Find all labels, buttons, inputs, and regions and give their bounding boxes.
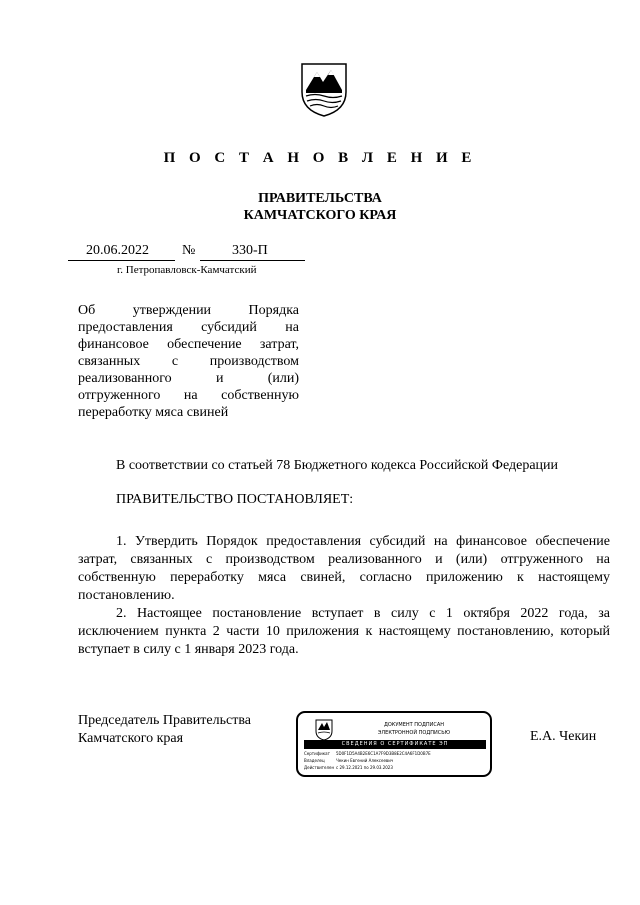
- decree-item-1: 1. Утвердить Порядок предоставления субсидий на финансовое обеспечение затрат, связанных с производством реализованного и (или) отгруженного на собственную переработку мяса свиней, согласно приложению к настоящему постановлению.: [78, 534, 610, 603]
- stamp-row-value: с 29.12.2021 по 29.03.2023: [336, 765, 393, 770]
- decree-item-2: 2. Настоящее постановление вступает в силу с 1 октября 2022 года, за исключением пункта 2 части 10 приложения к настоящему постановлению, который вступает в силу с 1 января 2023 года.: [78, 606, 610, 657]
- stamp-certificate-bar: СВЕДЕНИЯ О СЕРТИФИКАТЕ ЭП: [304, 740, 486, 749]
- stamp-row-key: Сертификат: [304, 751, 330, 756]
- decree-phrase: ПРАВИТЕЛЬСТВО ПОСТАНОВЛЯЕТ:: [116, 492, 354, 507]
- stamp-row: [304, 757, 488, 764]
- stamp-heading-line-1: ДОКУМЕНТ ПОДПИСАН: [383, 722, 445, 728]
- stamp-row-key: Владелец: [304, 758, 325, 763]
- date-underline: [68, 260, 175, 261]
- stamp-heading: [342, 721, 486, 737]
- kamchatka-coat-of-arms-icon: [300, 62, 348, 118]
- authority-line-1: ПРАВИТЕЛЬСТВА: [258, 191, 382, 206]
- stamp-row-value: Чекин Евгений Алексеевич: [336, 758, 394, 763]
- number-underline: [200, 260, 305, 261]
- stamp-row: [304, 764, 488, 771]
- electronic-signature-stamp: [296, 711, 492, 777]
- document-number: 330-П: [232, 243, 268, 258]
- document-date: 20.06.2022: [86, 243, 149, 258]
- legal-basis-paragraph: В соответствии со статьей 78 Бюджетного кодекса Российской Федерации: [116, 458, 559, 473]
- signer-position: [78, 712, 251, 748]
- signer-position-line-1: Председатель Правительства: [78, 713, 251, 728]
- signer-position-line-2: Камчатского края: [78, 731, 184, 746]
- document-city: г. Петропавловск-Камчатский: [117, 264, 257, 276]
- stamp-emblem-icon: [315, 719, 333, 741]
- stamp-row-key: Действителен: [304, 765, 335, 770]
- document-subject: Об утверждении Порядка предоставления субсидий на финансовое обеспечение затрат, связанных с производством реализованного и (или) отгруженного на собственную переработку мяса свиней: [78, 303, 299, 420]
- stamp-certificate-details: [304, 750, 488, 771]
- issuing-authority: [0, 190, 640, 224]
- stamp-row-value: 5D0F1D5A4B2E6C1A7F9D3B8E2C4A6F1D0B7E: [336, 751, 431, 756]
- document-type-title: П О С Т А Н О В Л Е Н И Е: [163, 150, 477, 166]
- signer-name: Е.А. Чекин: [530, 729, 597, 744]
- stamp-heading-line-2: ЭЛЕКТРОННОЙ ПОДПИСЬЮ: [377, 730, 451, 736]
- authority-line-2: КАМЧАТСКОГО КРАЯ: [243, 208, 397, 223]
- number-sign: №: [182, 243, 196, 258]
- stamp-row: [304, 750, 488, 757]
